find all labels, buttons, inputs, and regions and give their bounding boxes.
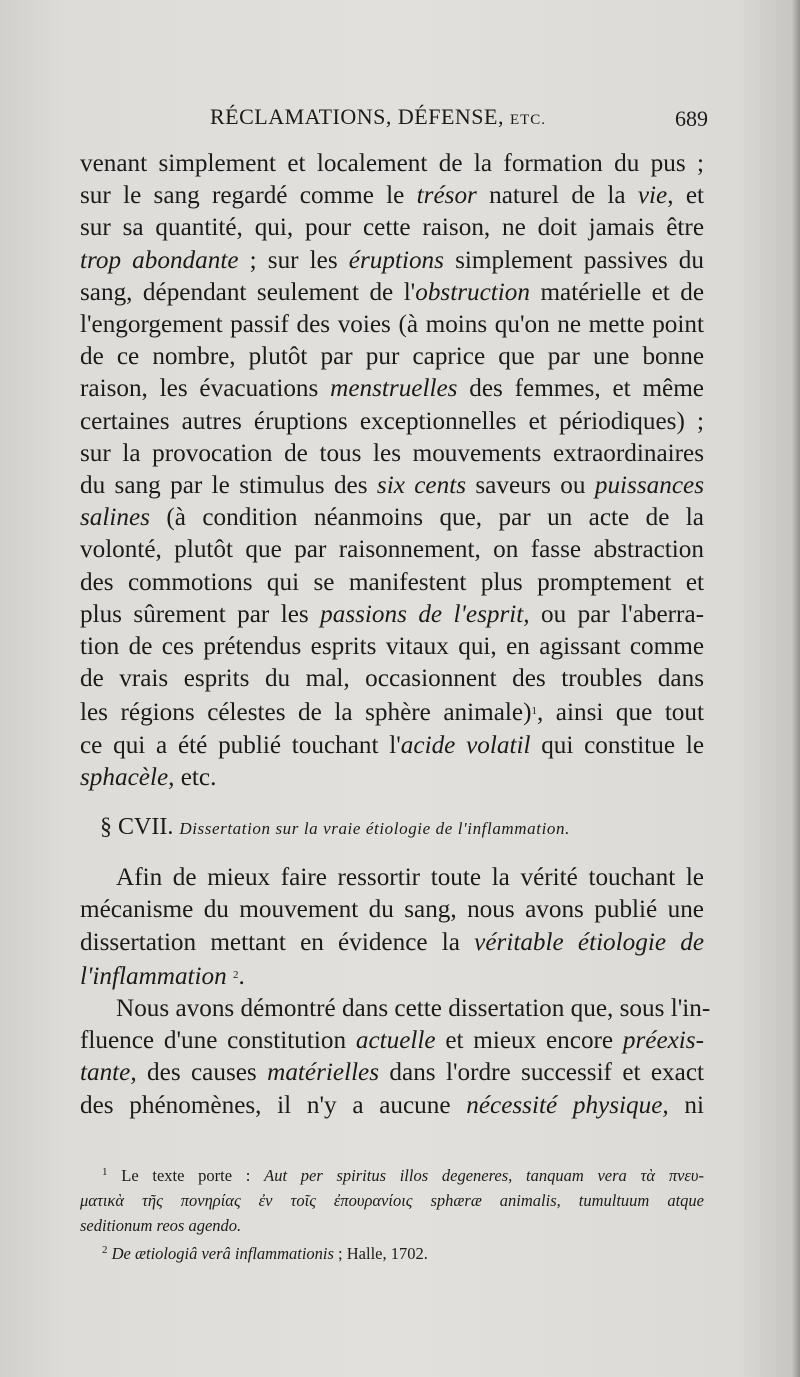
page-number: 689 bbox=[675, 106, 708, 131]
text-line: des commotions qui se manifestent plus promptement et bbox=[80, 568, 704, 596]
footnote-mark: 1 bbox=[102, 1166, 108, 1178]
footnotes bbox=[80, 1160, 704, 1266]
text-line: fluence d'une constitution actuelle et mieux encore préexis- bbox=[80, 1027, 704, 1055]
text-line: raison, les évacuations menstruelles des femmes, et même bbox=[80, 375, 704, 403]
text-line: Afin de mieux faire ressortir toute la vérité touchant le bbox=[116, 864, 704, 892]
text-line: l'engorgement passif des voies (à moins qu'on ne mette point bbox=[80, 311, 704, 339]
footnote-ref-2: 2 bbox=[233, 968, 239, 981]
text-line: mécanisme du mouvement du sang, nous avons publié une bbox=[80, 896, 704, 924]
text-line: sang, dépendant seulement de l'obstruction matérielle et de bbox=[80, 278, 704, 306]
text-line: ce qui a été publié touchant l'acide volatil qui constitue le bbox=[80, 731, 704, 759]
footnote-2: $^2$ De ætiologiâ verâ inflammationis ; Halle, 1702. bbox=[102, 1244, 428, 1263]
text-line: l'inflammation $^2$. bbox=[80, 962, 245, 990]
text-line: de vrais esprits du mal, occasionnent des troubles dans bbox=[80, 665, 704, 693]
text-line: tion de ces prétendus esprits vitaux qui, en agissant comme bbox=[80, 633, 704, 661]
text-line: sphacèle, etc. bbox=[80, 763, 217, 791]
text-line: sur le sang regardé comme le trésor naturel de la vie, et bbox=[80, 182, 704, 210]
section-number: § CVII. bbox=[100, 814, 174, 841]
footnote-mark: 2 bbox=[102, 1244, 108, 1256]
text-line: sur sa quantité, qui, pour cette raison, ne doit jamais être bbox=[80, 214, 704, 242]
text-line: volonté, plutôt que par raisonnement, on fasse abstraction bbox=[80, 536, 704, 564]
text-line: plus sûrement par les passions de l'esprit, ou par l'aberra- bbox=[80, 600, 705, 628]
text-line: certaines autres éruptions exceptionnelles et périodiques) ; bbox=[80, 407, 704, 435]
footnote-ref-1: 1 bbox=[531, 705, 537, 718]
page-edge-shadow bbox=[792, 0, 800, 1377]
text-line: tante, des causes matérielles dans l'ordre successif et exact bbox=[80, 1059, 705, 1087]
text-line: les régions célestes de la sphère animale)$^1$, ainsi que tout bbox=[80, 699, 704, 727]
text-line: Nous avons démontré dans cette dissertation que, sous l'in- bbox=[116, 995, 711, 1023]
text-line: trop abondante ; sur les éruptions simplement passives du bbox=[80, 246, 704, 274]
text-line: du sang par le stimulus des six cents saveurs ou puissances bbox=[80, 472, 704, 500]
text-line: de ce nombre, plutôt par pur caprice que par une bonne bbox=[80, 343, 704, 371]
text-line: venant simplement et localement de la formation du pus ; bbox=[80, 150, 704, 177]
footnote-1-line: seditionum reos agendo. bbox=[80, 1216, 242, 1235]
main-text bbox=[80, 148, 711, 1122]
text-line: des phénomènes, il n'y a aucune nécessité physique, ni bbox=[80, 1091, 705, 1119]
section-heading bbox=[80, 811, 704, 845]
page-header bbox=[80, 100, 720, 140]
text-line: salines (à condition néanmoins que, par un acte de la bbox=[80, 504, 704, 532]
running-head-etc: ETC. bbox=[509, 112, 547, 128]
running-head bbox=[210, 104, 546, 130]
section-title: Dissertation sur la vraie étiologie de l'inflammation. bbox=[179, 819, 570, 839]
footnote-1: $^1$ Le texte porte : Aut per spiritus illos degeneres, tanquam vera τὰ πνευ- bbox=[102, 1166, 704, 1185]
footnote-1-line: ματικὰ τῆς πονηρίας ἐν τοῖς ἐπουρανίοις sphæræ animalis, tumultuum atque bbox=[80, 1191, 704, 1210]
text-line: sur la provocation de tous les mouvements extraordinaires bbox=[80, 439, 704, 467]
text-line: dissertation mettant en évidence la véritable étiologie de bbox=[80, 928, 704, 956]
running-head-text: RÉCLAMATIONS, DÉFENSE, bbox=[210, 104, 504, 129]
